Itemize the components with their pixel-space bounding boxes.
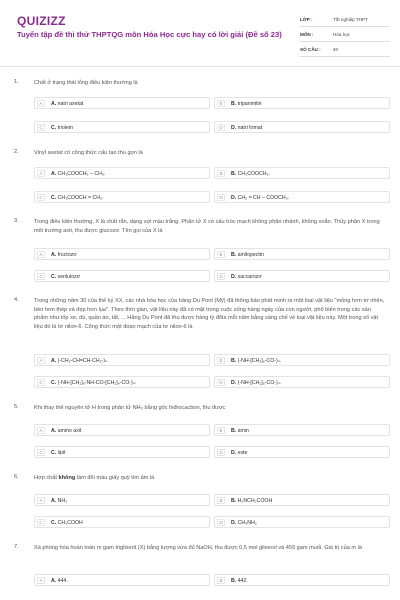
option-d[interactable] [214,270,390,282]
question-number: 7. [14,544,19,550]
option-letter-badge: D [217,194,225,201]
header-divider [0,66,400,67]
option-letter-badge: B [217,427,225,434]
option-letter-badge: C [37,519,45,526]
question-number: 6. [14,474,19,480]
meta-row-count [300,42,390,57]
option-label: C. [51,194,57,201]
option-text: CH₃COOCH₃. [237,170,271,177]
option-text: CH₃COOH [57,519,83,526]
question-number: 1. [14,79,19,85]
option-a[interactable] [34,248,210,260]
option-label: A. [51,577,57,584]
option-letter-badge: B [217,100,225,107]
option-text: NH₃ [57,497,68,504]
option-b[interactable] [214,167,390,179]
option-d[interactable] [214,191,390,203]
option-text: CH₂ = CH – COOCH₃. [237,194,290,201]
option-d[interactable] [214,376,390,388]
option-label: D. [231,194,237,201]
option-letter-badge: A [37,100,45,107]
worksheet-title: Tuyển tập đề thi thử THPTQG môn Hóa Học cực hay có lời giải (Đề số 23) [17,30,282,39]
option-label: D. [231,379,237,386]
meta-value: Hóa học [333,31,351,37]
question-text: Hợp chất không làm đổi màu giấy quỳ tím ẩm là [34,475,155,481]
option-text: (-CH₂-CH=CH-CH₂-)ₙ. [57,357,109,364]
option-a[interactable] [34,574,210,586]
option-letter-badge: A [37,497,45,504]
option-a[interactable] [34,424,210,436]
option-label: D. [231,124,237,131]
meta-row-class [300,12,390,27]
option-letter-badge: D [217,273,225,280]
option-letter-badge: C [37,194,45,201]
option-letter-badge: B [217,577,225,584]
question-number: 2. [14,149,19,155]
option-a[interactable] [34,354,210,366]
question-text: Chất ở trạng thái lỏng điều kiện thường là [34,80,138,86]
option-text: fructozơ [57,251,77,258]
option-text: 444. [57,577,68,584]
option-text: este [237,449,248,456]
option-letter-badge: B [217,497,225,504]
option-b[interactable] [214,248,390,260]
option-text: (-NH-[CH₂]₆-NH-CO-[CH₂]₄-CO-)ₙ. [57,379,137,386]
option-a[interactable] [34,97,210,109]
option-label: B. [231,100,237,107]
option-text: natri fomat [237,124,263,131]
option-b[interactable] [214,424,390,436]
option-label: A. [51,497,57,504]
option-letter-badge: A [37,170,45,177]
option-letter-badge: C [37,449,45,456]
option-label: B. [231,497,237,504]
option-text: amilopectin [237,251,264,258]
option-letter-badge: D [217,449,225,456]
option-letter-badge: C [37,124,45,131]
question-number: 5. [14,404,19,410]
option-letter-badge: A [37,427,45,434]
question-number: 4. [14,297,19,303]
question-text: Xà phòng hóa hoàn toàn m gam triglixerit (X) bằng lượng vừa đủ NaOH, thu được 0,5 mol glixerol và 459 gam muối. Giá trị của m là [34,545,362,551]
option-label: A. [51,100,57,107]
option-label: C. [51,449,57,456]
option-text: xenlulozơ [57,273,81,280]
question-number: 3. [14,218,19,224]
option-label: C. [51,379,57,386]
option-text: amino axit [57,427,82,434]
option-text: CH₃NH₂ [237,519,257,526]
option-letter-badge: A [37,577,45,584]
option-c[interactable] [34,516,210,528]
option-d[interactable] [214,121,390,133]
option-text: triolein [57,124,73,131]
meta-label: MÔN : [300,31,314,37]
option-letter-badge: C [37,379,45,386]
option-text: natri axetat [57,100,84,107]
option-label: B. [231,577,237,584]
option-b[interactable] [214,574,390,586]
option-a[interactable] [34,167,210,179]
option-c[interactable] [34,376,210,388]
option-b[interactable] [214,494,390,506]
option-label: A. [51,357,57,364]
option-letter-badge: B [217,251,225,258]
question-text: Vinyl axetat có công thức cấu tạo thu gọn là [34,150,143,156]
option-letter-badge: B [217,170,225,177]
option-letter-badge: B [217,357,225,364]
option-label: D. [231,519,237,526]
option-label: C. [51,519,57,526]
meta-value: 40 [333,46,339,52]
option-c[interactable] [34,446,210,458]
option-label: B. [231,170,237,177]
option-a[interactable] [34,494,210,506]
option-letter-badge: D [217,124,225,131]
question-text: Trong điều kiện thường, X là chất rắn, dạng sợi màu trắng. Phân tử X có cấu trúc mạch không phân nhánh, không xoắn. Thủy phân X trong môi trường axit, thu được glucozơ. Tên gọi của X là [34,219,380,234]
option-text: tripanmitin [237,100,262,107]
option-c[interactable] [34,191,210,203]
option-label: B. [231,251,237,258]
meta-value: Tốt nghiệp THPT [333,16,368,22]
option-text: 442. [237,577,248,584]
question-text: Khi thay thế nguyên tử H trong phân tử NH₃ bằng gốc hiđrocacbon, thu được [34,405,226,411]
option-label: A. [51,251,57,258]
meta-row-subject [300,27,390,42]
option-label: D. [231,449,237,456]
option-label: A. [51,170,57,177]
worksheet-meta [300,12,390,57]
option-label: C. [51,124,57,131]
option-d[interactable] [214,516,390,528]
option-c[interactable] [34,270,210,282]
option-letter-badge: C [37,273,45,280]
option-text: lipit [57,449,66,456]
option-d[interactable] [214,446,390,458]
option-text: (-NH-[CH₂]₅-CO-)ₙ. [237,379,282,386]
option-label: B. [231,427,237,434]
option-label: B. [231,357,237,364]
emphasis-not: không [58,475,76,481]
option-b[interactable] [214,97,390,109]
option-letter-badge: D [217,379,225,386]
option-b[interactable] [214,354,390,366]
question-text: Trong những năm 30 của thế kỷ XX, các nhà hóa học của hãng Du Pont (Mỹ) đã thông báo phát minh ra một loại vật liệu "mỏng hơn tơ nhện, bền hơn thép và đẹp hơn lụa". Theo thời gian, vật liệu này đã có mặt trong cuộc sống hàng ngày của con người, phổ biến trong các sản phẩm như lốp xe, dù, quần áo, tất, ... Hãng Du Pont đã thu được hàng tỷ đôla mỗi năm bằng sáng chế về loại vật liệu này. Một trong số vật liệu đó là tơ nilon-6. Công thức một đoạn mạch của tơ nilon-6 là [34,298,385,330]
option-text: saccarozơ [237,273,262,280]
option-text: H₂NCH₂COOH [237,497,273,504]
worksheet-header [0,0,400,64]
option-text: CH₃COOCH = CH₂. [57,194,104,201]
option-text: amin [237,427,249,434]
option-text: CH₃COOCH₂ – CH₃. [57,170,106,177]
option-text: (-NH-[CH₂]₆-CO-)ₙ. [237,357,282,364]
quizizz-logo: QUIZIZZ [17,14,66,28]
option-label: D. [231,273,237,280]
option-label: C. [51,273,57,280]
option-letter-badge: D [217,519,225,526]
option-c[interactable] [34,121,210,133]
meta-label: LỚP : [300,16,313,22]
meta-label: SỐ CÂU : [300,46,321,52]
option-letter-badge: A [37,251,45,258]
option-letter-badge: A [37,357,45,364]
option-label: A. [51,427,57,434]
